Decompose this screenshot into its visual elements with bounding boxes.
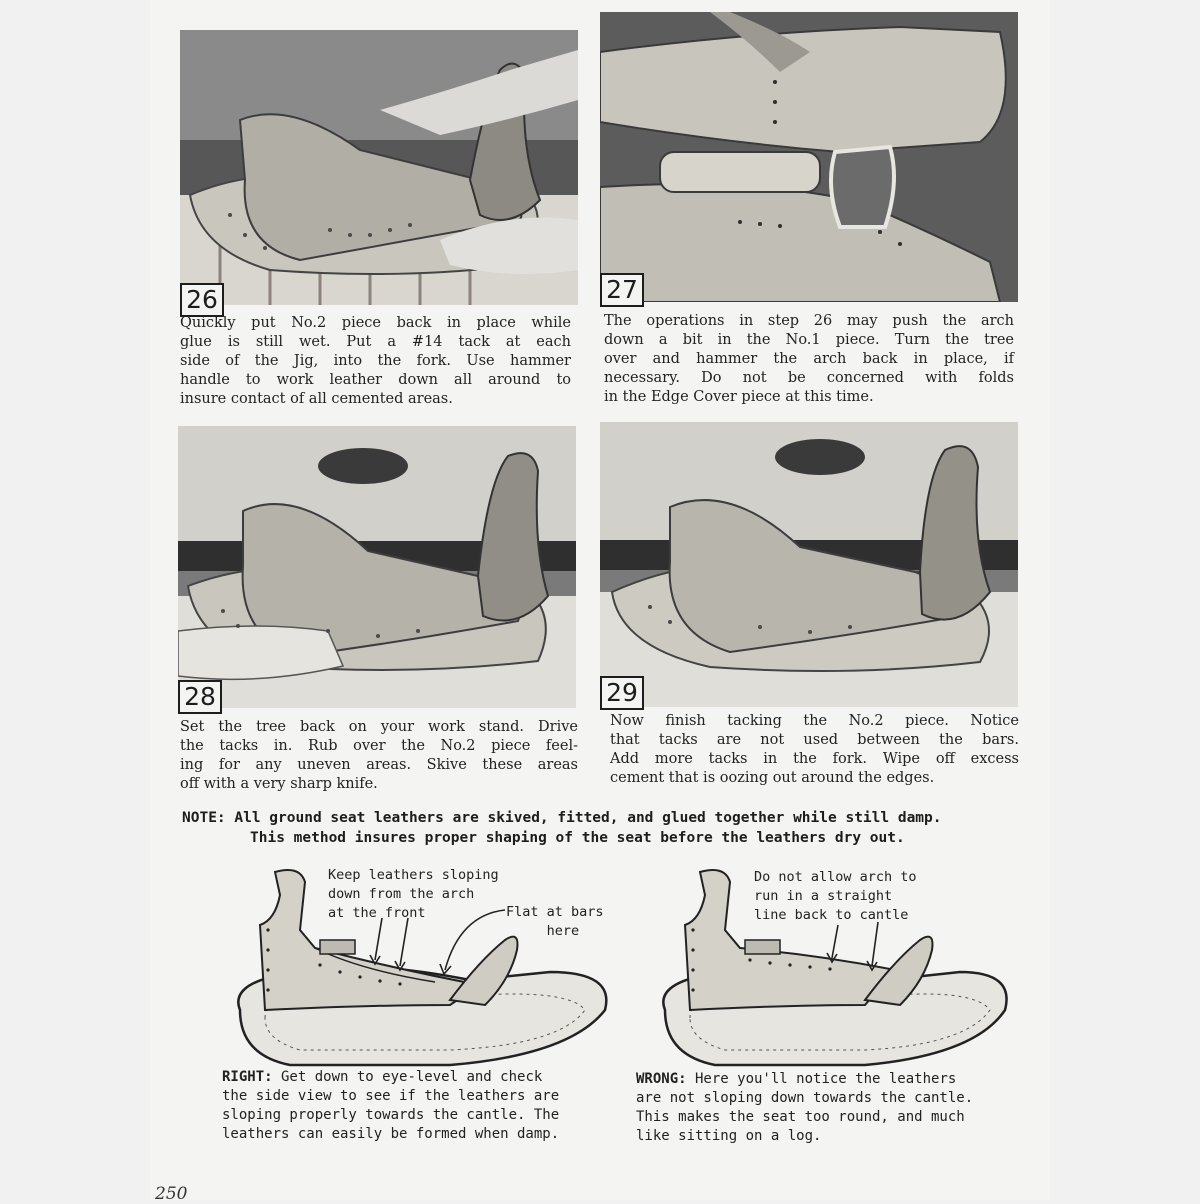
caption-wrong-line: This makes the seat too round, and much <box>636 1109 965 1125</box>
label-do-not-allow: Do not allow arch to run in a straight line back to cantle <box>754 869 917 923</box>
right-lead: RIGHT: <box>222 1069 273 1085</box>
photo-step-29 <box>600 422 1018 707</box>
caption-line: Set the tree back on your work stand. Drive <box>180 719 578 735</box>
label-flat-at-bars: Flat at bars here <box>506 904 604 939</box>
note-line-1: NOTE: All ground seat leathers are skived, fitted, and glued together while still damp. <box>182 810 942 826</box>
caption-line: insure contact of all cemented areas. <box>180 391 453 407</box>
caption-line: ing for any uneven areas. Skive these areas <box>180 757 578 773</box>
caption-step-26 <box>180 314 571 409</box>
step-number-28: 28 <box>178 680 222 714</box>
caption-right-line-1 <box>222 1068 559 1087</box>
caption-wrong <box>636 1070 973 1146</box>
caption-right-line: the side view to see if the leathers are <box>222 1088 560 1104</box>
caption-line: off with a very sharp knife. <box>180 776 378 792</box>
photo-step-26 <box>180 30 578 305</box>
caption-line: Quickly put No.2 piece back in place while <box>180 315 571 331</box>
caption-line: in the Edge Cover piece at this time. <box>604 389 874 405</box>
caption-right-line: leathers can easily be formed when damp. <box>222 1126 560 1142</box>
caption-line: the tacks in. Rub over the No.2 piece feel- <box>180 738 578 754</box>
step-number-29: 29 <box>600 676 644 710</box>
caption-line: glue is still wet. Put a #14 tack at each <box>180 334 571 350</box>
caption-line: down a bit in the No.1 piece. Turn the tree <box>604 332 1014 348</box>
caption-wrong-text: Here you'll notice the leathers <box>686 1071 957 1087</box>
caption-wrong-line: like sitting on a log. <box>636 1128 822 1144</box>
note-block <box>182 808 1020 848</box>
note-line-2: This method insures proper shaping of the seat before the leathers dry out. <box>250 830 905 846</box>
caption-step-27 <box>604 312 1014 407</box>
caption-line: handle to work leather down all around to <box>180 372 571 388</box>
caption-line: necessary. Do not be concerned with folds <box>604 370 1014 386</box>
label-keep-sloping: Keep leathers sloping down from the arch at the front <box>328 867 499 921</box>
caption-wrong-line-1 <box>636 1070 973 1089</box>
caption-line: The operations in step 26 may push the arch <box>604 313 1014 329</box>
caption-step-29 <box>610 712 1019 788</box>
caption-right-line: sloping properly towards the cantle. The <box>222 1107 560 1123</box>
photo-step-27 <box>600 12 1018 302</box>
step-number-27: 27 <box>600 273 644 307</box>
page-number: 250 <box>155 1184 188 1204</box>
caption-right-text: Get down to eye-level and check <box>272 1069 543 1085</box>
caption-wrong-line: are not sloping down towards the cantle. <box>636 1090 974 1106</box>
caption-line: Add more tacks in the fork. Wipe off excess <box>610 751 1019 767</box>
caption-line: side of the Jig, into the fork. Use hammer <box>180 353 571 369</box>
photo-step-28 <box>178 426 576 708</box>
step-number-26: 26 <box>180 283 224 317</box>
caption-right <box>222 1068 559 1144</box>
caption-line: cement that is oozing out around the edges. <box>610 770 935 786</box>
caption-line: that tacks are not used between the bars. <box>610 732 1019 748</box>
caption-line: over and hammer the arch back in place, if <box>604 351 1014 367</box>
wrong-lead: WRONG: <box>636 1071 687 1087</box>
caption-line: Now finish tacking the No.2 piece. Notice <box>610 713 1019 729</box>
caption-step-28 <box>180 718 578 794</box>
